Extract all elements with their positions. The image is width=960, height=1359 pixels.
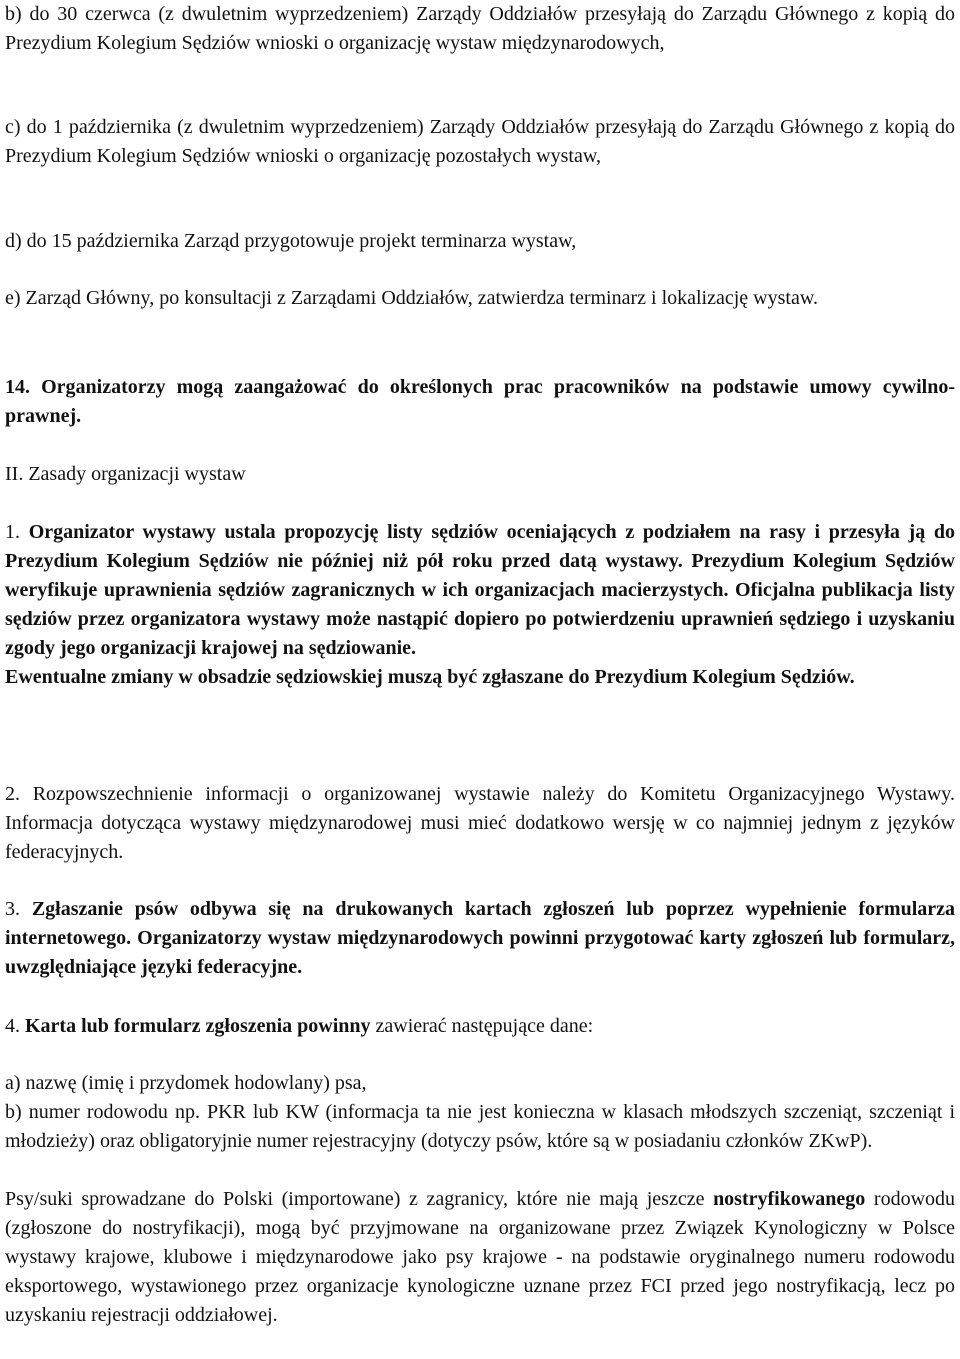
paragraph-e: e) Zarząd Główny, po konsultacji z Zarządami Oddziałów, zatwierdza terminarz i lokalizację wystaw.	[5, 287, 818, 309]
paragraph-b-text: do 30 czerwca (z dwuletnim wyprzedzeniem) Zarządy Oddziałów przesyłają do Zarządu Głównego z kopią do Prezydium Kolegium Sędziów wnioski o organizację wystaw międzynarodowych,	[5, 3, 955, 54]
paragraph-1	[5, 518, 955, 692]
paragraph-3-number: 3.	[5, 898, 20, 920]
paragraph-14: 14. Organizatorzy mogą zaangażować do określonych prac pracowników na podstawie umowy cywilno-prawnej.	[5, 376, 955, 427]
item-label-b: b)	[5, 3, 22, 25]
paragraph-1-changes-text: Ewentualne zmiany w obsadzie sędziowskiej muszą być zgłaszane do Prezydium Kolegium Sędziów.	[5, 666, 855, 688]
paragraph-3	[5, 895, 955, 982]
paragraph-c	[5, 113, 955, 171]
paragraph-1-number: 1.	[5, 521, 20, 543]
list-item-b: b) numer rodowodu np. PKR lub KW (informacja ta nie jest konieczna w klasach młodszych szczeniąt, szczeniąt i młodzieży) oraz obligatoryjnie numer rejestracyjny (dotyczy psów, które są w posiadaniu członków ZKwP).	[5, 1101, 955, 1152]
paragraph-4-rest-text: zawierać następujące dane:	[375, 1015, 594, 1037]
paragraph-b	[5, 0, 955, 58]
paragraph-d: d) do 15 października Zarząd przygotowuje projekt terminarza wystaw,	[5, 230, 577, 252]
paragraph-3-bold-text: Zgłaszanie psów odbywa się na drukowanych kartach zgłoszeń lub poprzez wypełnienie formularza internetowego. Organizatorzy wystaw międzynarodowych powinni przygotować karty zgłoszeń lub formularz, uwzględniające języki federacyjne.	[5, 898, 956, 978]
item-label-c: c)	[5, 116, 21, 138]
section-heading-ii: II. Zasady organizacji wystaw	[5, 463, 246, 485]
list-item-a: a) nazwę (imię i przydomek hodowlany) psa,	[5, 1072, 367, 1094]
paragraph-psy-text-1: Psy/suki sprowadzane do Polski (importowane) z zagranicy, które nie mają jeszcze	[5, 1188, 705, 1210]
paragraph-4	[5, 1012, 955, 1041]
paragraph-c-text: do 1 października (z dwuletnim wyprzedzeniem) Zarządy Oddziałów przesyłają do Zarządu Głównego z kopią do Prezydium Kolegium Sędziów wnioski o organizację pozostałych wystaw,	[5, 116, 956, 167]
paragraph-4-number: 4.	[5, 1015, 20, 1037]
paragraph-psy-bold-text: nostryfikowanego	[713, 1188, 866, 1210]
paragraph-4-bold-text: Karta lub formularz zgłoszenia powinny	[25, 1015, 371, 1037]
paragraph-2: 2. Rozpowszechnienie informacji o organizowanej wystawie należy do Komitetu Organizacyjnego Wystawy. Informacja dotycząca wystawy międzynarodowej musi mieć dodatkowo wersję w co najmniej jednym z języków federacyjnych.	[5, 783, 955, 863]
paragraph-1-bold-text: Organizator wystawy ustala propozycję listy sędziów oceniających z podziałem na rasy i przesyła ją do Prezydium Kolegium Sędziów nie później niż pół roku przed datą wystawy. Prezydium Kolegium Sędziów weryfikuje uprawnienia sędziów zagranicznych w ich organizacjach macierzystych. Oficjalna publikacja listy sędziów przez organizatora wystawy może nastąpić dopiero po potwierdzeniu uprawnień sędziego i uzyskaniu zgody jego organizacji krajowej na sędziowanie.	[5, 521, 955, 659]
paragraph-psy-suki	[5, 1185, 955, 1330]
paragraph-psy-text-2: rodowodu (zgłoszone do nostryfikacji), mogą być przyjmowane na organizowane przez Związek Kynologiczny w Polsce wystawy krajowe, klubowe i międzynarodowe jako psy krajowe - na podstawie oryginalnego numeru rodowodu eksportowego, wystawionego przez organizacje kynologiczne uznane przez FCI przed jego nostryfikacją, lecz po uzyskaniu rejestracji oddziałowej.	[5, 1188, 956, 1326]
